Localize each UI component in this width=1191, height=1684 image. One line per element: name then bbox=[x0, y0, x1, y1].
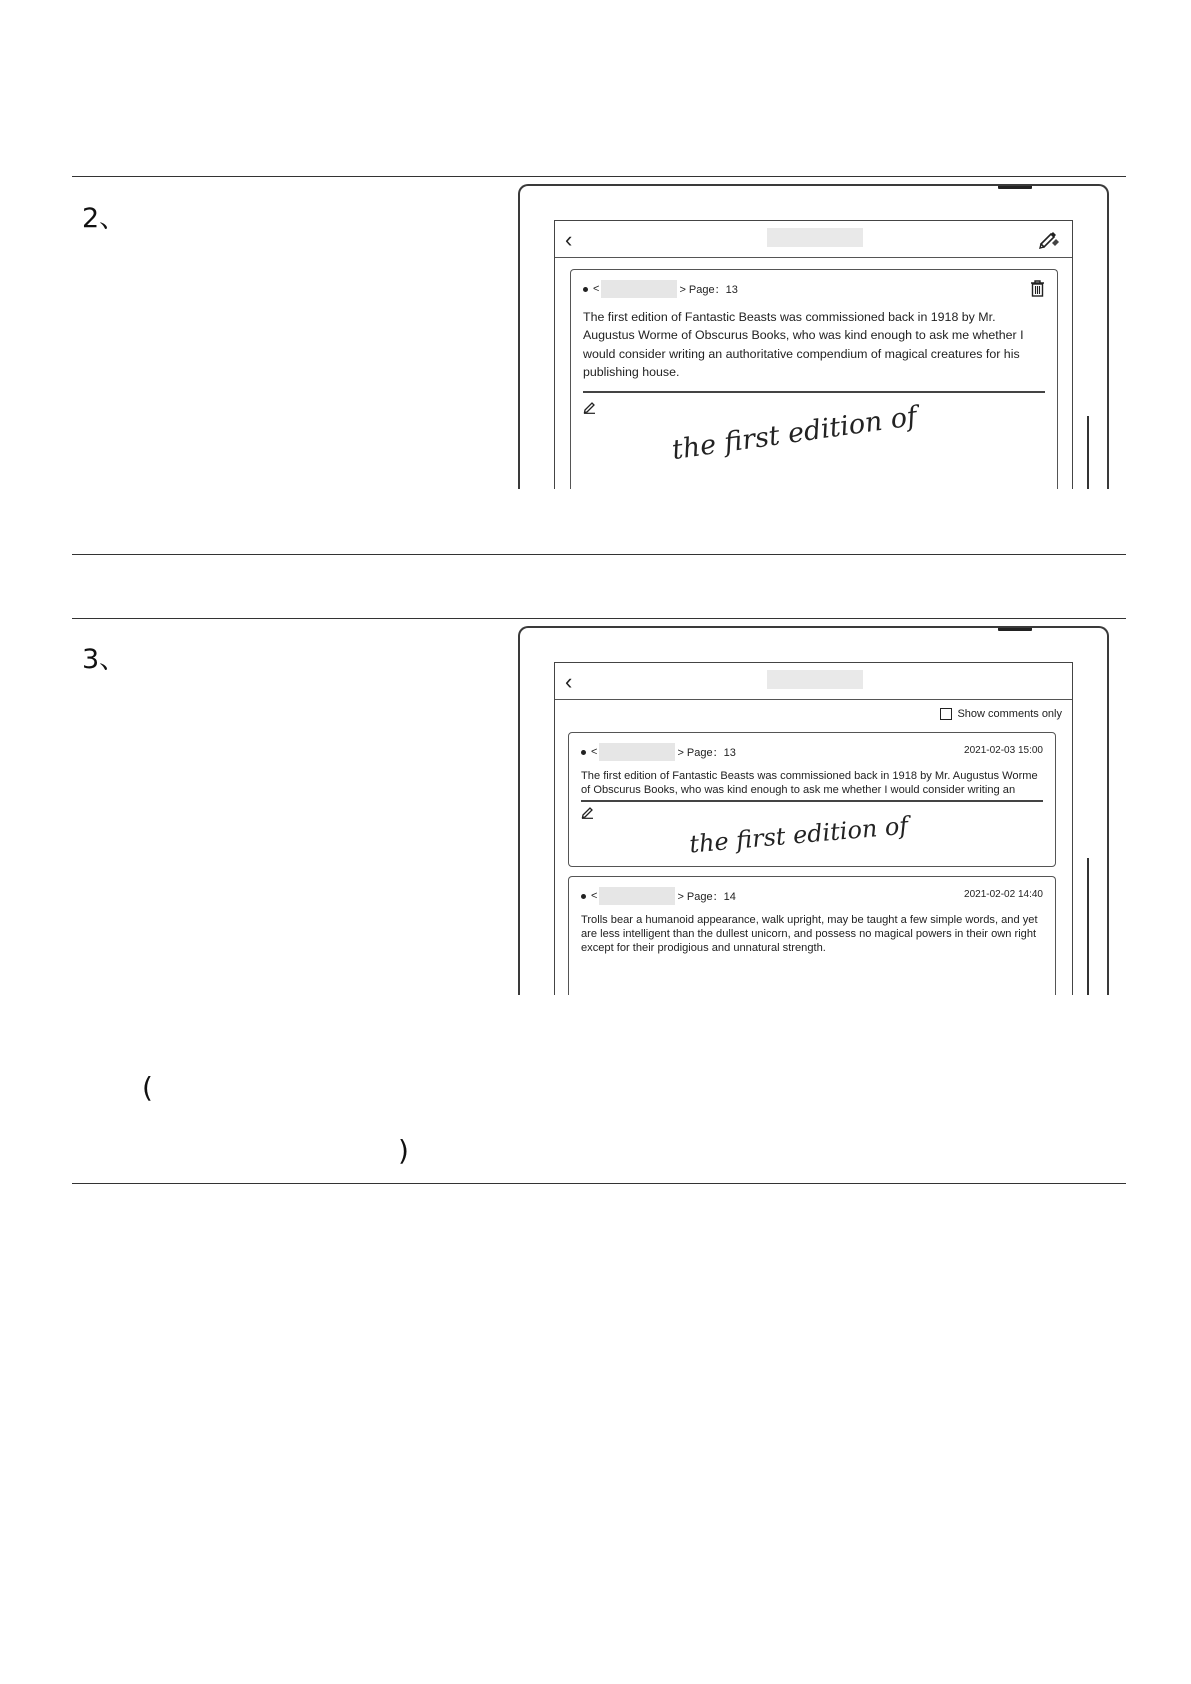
note-screen bbox=[554, 220, 1073, 489]
redacted-book-title bbox=[599, 887, 675, 905]
chevron-left-icon[interactable]: ‹ bbox=[565, 669, 573, 694]
comment-card[interactable] bbox=[568, 876, 1056, 995]
redacted-book-title bbox=[599, 743, 675, 761]
bullet-icon bbox=[581, 894, 586, 899]
device-edge-line bbox=[1087, 858, 1089, 995]
chevron-left-icon[interactable]: ‹ bbox=[565, 227, 573, 252]
divider bbox=[72, 554, 1126, 555]
show-comments-only-toggle[interactable] bbox=[940, 708, 1062, 720]
card-header bbox=[583, 280, 738, 298]
divider bbox=[72, 176, 1126, 177]
device-power-button bbox=[998, 185, 1032, 189]
show-comments-only-label: Show comments only bbox=[957, 708, 1062, 720]
note-close-paren: ) bbox=[398, 1134, 409, 1167]
pen-eraser-icon[interactable] bbox=[1038, 227, 1060, 254]
page-label: > Page：13 bbox=[677, 747, 736, 759]
excerpt-text: Trolls bear a humanoid appearance, walk upright, may be taught a few simple words, and yet are less intelligent than the dullest unicorn, and possess no magical powers in their own right except for their prodigious and unnatural strength. bbox=[581, 914, 1038, 954]
device-screenshot-1 bbox=[518, 184, 1109, 489]
page-label: > Page：13 bbox=[679, 284, 738, 296]
divider bbox=[72, 1183, 1126, 1184]
open-angle: < bbox=[591, 890, 598, 902]
divider bbox=[72, 618, 1126, 619]
card-header bbox=[581, 743, 736, 761]
redacted-title bbox=[767, 228, 863, 247]
redacted-title bbox=[767, 670, 863, 689]
device-power-button bbox=[998, 627, 1032, 631]
handwritten-comment: the first edition of bbox=[670, 400, 919, 467]
trash-icon[interactable] bbox=[1030, 280, 1045, 302]
device-screenshot-2 bbox=[518, 626, 1109, 995]
checkbox[interactable] bbox=[940, 708, 952, 720]
top-bar bbox=[555, 663, 1072, 700]
pencil-icon bbox=[581, 805, 595, 824]
timestamp: 2021-02-03 15:00 bbox=[964, 745, 1043, 756]
open-angle: < bbox=[593, 283, 600, 295]
page-label: > Page：14 bbox=[677, 891, 736, 903]
bullet-icon bbox=[581, 750, 586, 755]
redacted-book-title bbox=[601, 280, 677, 298]
device-edge-line bbox=[1087, 416, 1089, 489]
note-open-paren: ( bbox=[142, 1071, 153, 1104]
excerpt-separator bbox=[583, 391, 1045, 393]
excerpt-text: The first edition of Fantastic Beasts was commissioned back in 1918 by Mr. Augustus Worme of Obscurus Books, who was kind enough to ask me whether I would consider writing an authoritative compendium of magical creatures for his publishing house. bbox=[583, 310, 1024, 380]
top-bar bbox=[555, 221, 1072, 258]
comments-screen bbox=[554, 662, 1073, 995]
comment-card[interactable] bbox=[568, 732, 1056, 867]
timestamp: 2021-02-02 14:40 bbox=[964, 889, 1043, 900]
annotation-card[interactable] bbox=[570, 269, 1058, 489]
open-angle: < bbox=[591, 746, 598, 758]
bullet-icon bbox=[583, 287, 588, 292]
handwritten-comment: the first edition of bbox=[688, 811, 910, 859]
step-3-label: 3、 bbox=[82, 644, 127, 675]
excerpt-separator bbox=[581, 800, 1043, 802]
excerpt-text: The first edition of Fantastic Beasts was commissioned back in 1918 by Mr. Augustus Worme of Obscurus Books, who was kind enough to ask me whether I would consider writing an bbox=[581, 770, 1038, 796]
step-2-label: 2、 bbox=[82, 203, 127, 234]
pencil-icon bbox=[583, 400, 597, 419]
card-header bbox=[581, 887, 736, 905]
